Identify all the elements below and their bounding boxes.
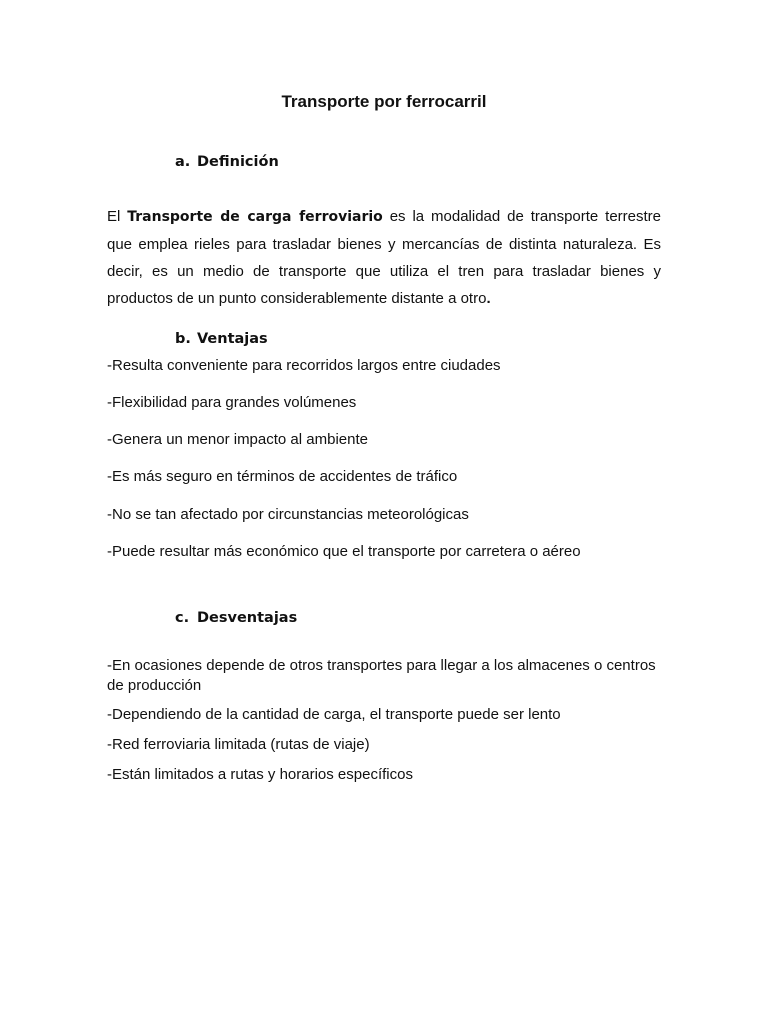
list-item: -Red ferroviaria limitada (rutas de viaje) [107, 736, 370, 753]
list-item: -Es más seguro en términos de accidentes de tráfico [107, 468, 458, 485]
list-item: -Puede resultar más económico que el transporte por carretera o aéreo [107, 543, 581, 560]
paragraph-text: es la modalidad de transporte terrestre que emplea rieles para trasladar bienes y mercancías de distinta naturaleza. Es decir, es un medio de transporte que utiliza el tren para trasladar bienes y productos de un punto considerablemente distante a otro [107, 208, 662, 307]
list-item: -Dependiendo de la cantidad de carga, el transporte puede ser lento [107, 706, 561, 723]
section-heading-definicion [175, 154, 279, 170]
list-item: -Están limitados a rutas y horarios específicos [107, 766, 413, 783]
paragraph-prefix: El [107, 208, 128, 225]
section-letter: b. [175, 331, 191, 347]
list-item: -En ocasiones depende de otros transportes para llegar a los almacenes o centros de producción [107, 657, 656, 694]
bold-term: Transporte de carga ferroviario [127, 209, 383, 225]
list-item: -Flexibilidad para grandes volúmenes [107, 394, 357, 411]
paragraph-end: . [486, 290, 491, 307]
section-title: Ventajas [197, 331, 268, 347]
section-letter: c. [175, 610, 190, 626]
section-heading-desventajas [175, 610, 297, 626]
definition-paragraph [107, 203, 661, 312]
section-title: Desventajas [197, 610, 298, 626]
list-item: -No se tan afectado por circunstancias meteorológicas [107, 506, 469, 523]
section-heading-ventajas [175, 331, 268, 347]
list-item: -Resulta conveniente para recorridos largos entre ciudades [107, 357, 501, 374]
section-letter: a. [175, 154, 191, 170]
document-title: Transporte por ferrocarril [281, 92, 487, 111]
list-item: -Genera un menor impacto al ambiente [107, 431, 368, 448]
section-title: Definición [197, 154, 279, 170]
